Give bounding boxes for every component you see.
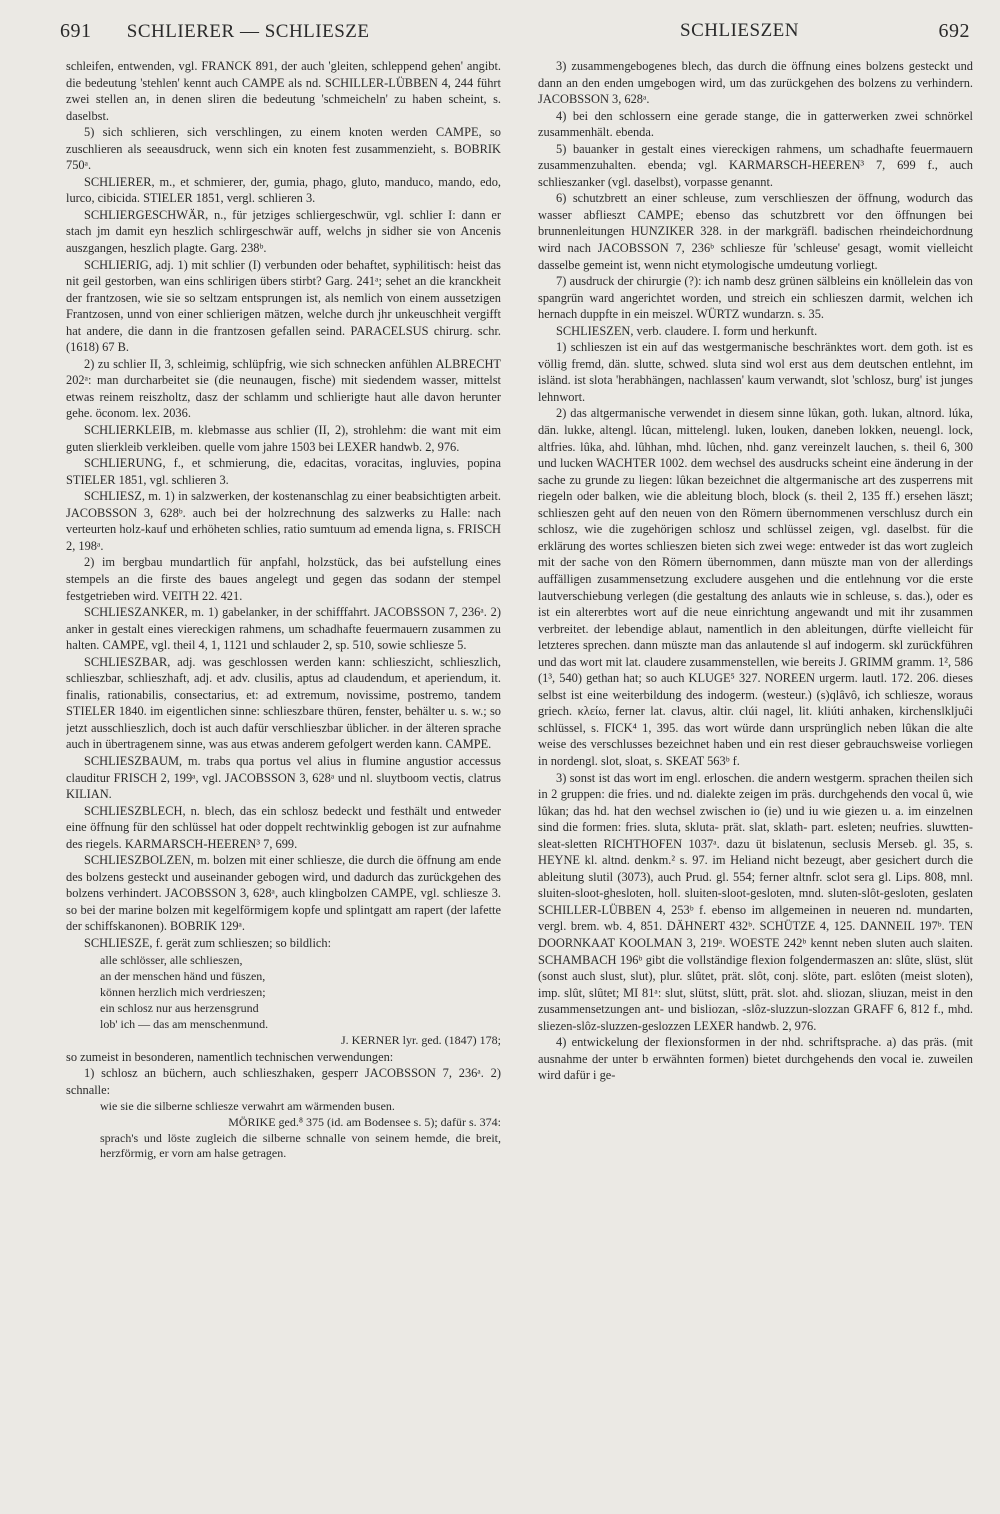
quotation-line: lob' ich — das am menschenmund.: [100, 1016, 269, 1031]
left-running-title: SCHLIERER — SCHLIESZE: [126, 21, 370, 42]
entry-paragraph: 3) sonst ist das wort im engl. erloschen. die andern westgerm. sprachen theilen sich in 2 gruppen: die fries. und nd. dialekte zeigen im präs. durchgehends den vocal û, wie lûkan; das hd. hat den wechsel zwischen io (ie) und iu wie giezen u. a. im einzelnen sind die formen: fries. sluta, skluta- prät. slat, sklath- part. esleten; neufries. sluwtten-sleat-sletten RICHTHOFEN 1037ᵃ. dazu üt bislatenun, seclusis Merseb. gl. 35, s. HEYNE kl. altnd. denkm.² s. 97. im Heliand nicht bezeugt, aber gesichert durch die ableitung slutil (3073), auch Prud. gl. 554; ferner altnfr. sclot sera gl. Lips. 808, mnl. sluiten-sloot-ghesloten, holl. sluiten-sloot-gesloten, mnd. sluten-slôt-gesloten, geslaten SCHILLER-LÜBBEN 4, 253ᵇ f. ebenso im allgemeinen in neueren nd. mundarten, vergl. brem. wb. 4, 851. DÄHNERT 432ᵇ. SCHÜTZE 4, 125. DANNEIL 197ᵇ. TEN DOORNKAAT KOOLMAN 3, 219ᵃ. WOESTE 242ᵇ kennt neben sluten auch slaiten. SCHAMBACH 196ᵇ gibt die vollständige flexion folgendermaszen an: slûte, slüst, slüt (sonst auch slust, slut), plur. slûtet, prät. slôt, conj. slöte, part. eslôten (meist sloten), imp. slût, slûtet; MI 81ᵃ: slut, slütst, slütt, prät. slot. ahd. sliozan, sliuzan, meist in den zusammensetzungen ant- und bisliozan, -slôz-sluzzun-slozzan GRAFF 6, 812 f., mhd. sliezen-slôz-sluzzen-geslozzen LEXER handwb. 2, 976.: [538, 770, 973, 1033]
entry-paragraph: 2) im bergbau mundartlich für anpfahl, holzstück, das bei aufstellung eines stempels an die firste des baues angelegt und gegen das sodann der stempel festgetrieben wird. VEITH 22. 421.: [66, 555, 501, 603]
dictionary-entry: SCHLIESZBOLZEN, m. bolzen mit einer schliesze, die durch die öffnung am ende des bolzens gesteckt und auseinander gebogen wird, und dadurch das zurückgehen des bolzens verhindert. JACOBSSON 3, 628ᵃ, auch klingbolzen CAMPE, vgl. schliesze 3. so bei der marine bolzen mit kegelförmigem kopfe und splintgatt am rapert (der lafette der schiffskanonen). BOBRIK 129ᵃ.: [66, 853, 501, 934]
entry-paragraph: 7) ausdruck der chirurgie (?): ich namb desz grünen sälbleins ein knöllelein das von spangrün ward angerichtet worden, und streich ein schlieszen darmit, welchen ich hernach duppfte in ein meiszel. WÜRTZ wundarzn. s. 35.: [538, 274, 973, 322]
entry-paragraph: 4) bei den schlossern eine gerade stange, die in gatterwerken zwei schnörkel zusammenhält. ebenda.: [538, 108, 973, 140]
entry-paragraph: 2) zu schlier II, 3, schleimig, schlüpfrig, wie sich schnecken anfühlen ALBRECHT 202ᵃ: man durcharbeitet sie (die neunaugen, fische) mit siedendem wasser, mittelst etwas reinem reiszholtz, dasz der schlamm und schlierigte haut alle davon herunter gehe. öconom. lex. 2036.: [66, 356, 501, 421]
entry-paragraph: 5) sich schlieren, sich verschlingen, zu einem knoten werden CAMPE, so zuschlieren als seeausdruck, wenn sich ein knoten fest zusammenzieht, s. BOBRIK 750ᵃ.: [66, 125, 501, 173]
quotation-line: J. KERNER lyr. ged. (1847) 178;: [341, 1032, 501, 1047]
quotation-line: wie sie die silberne schliesze verwahrt am wärmenden busen.: [100, 1099, 395, 1114]
quotation-line: können herzlich mich verdrieszen;: [100, 984, 266, 999]
dictionary-entry: SCHLIESZBAR, adj. was geschlossen werden kann: schlieszicht, schlieszlich, schlieszbar, schlieszhaft, adj. et adv. clusilis, aptus ad claudendum, et aperiendum, it. finalis, rationabilis, consectarius, et: ad extremum, novissime, postremo, tandem STIELER 1840. im eigentlichen sinne: schlieszbare thüren, fenster, behälter u. s. w.; so jetzt ausschlieszlich, doch ist auch dafür verschlieszbar üblicher. in der älteren sprache auch in übertragenem sinne, was aus etwas anderem gefolgert werden kann. CAMPE.: [66, 654, 501, 752]
dictionary-entry: SCHLIERUNG, f., et schmierung, die, edacitas, voracitas, ingluvies, popina STIELER 1851, vgl. schlieren 3.: [66, 456, 501, 487]
quotation-line: MÖRIKE ged.⁸ 375 (id. am Bodensee s. 5); dafür s. 374:: [228, 1115, 501, 1130]
dictionary-entry: SCHLIERIG, adj. 1) mit schlier (I) verbunden oder behaftet, syphilitisch: heist das nit geil gestorben, wan eins schlirigen übers stirbt? Garg. 241ᵃ; sehet an die kranckheit der frantzosen, wie sie so seltzam entsprungen ist, als nemlich von einem aussetzigen Frantzosen, unnd von einer schlierigen mätzen, welche durch jhr unkeuschheit vergifft hat andere, die dann in die frantzosen gefallen seind. PARACELSUS chirurg. schr. (1618) 67 B.: [66, 257, 501, 355]
right-text-column: [538, 58, 973, 1498]
entry-paragraph: 1) schlosz an büchern, auch schlieszhaken, gesperr JACOBSSON 7, 236ᵃ. 2) schnalle:: [66, 1066, 501, 1097]
entry-paragraph: 4) entwickelung der flexionsformen in der nhd. schriftsprache. a) das präs. (mit ausnahme der unter b erwähnten formen) bietet durchgehends den vocal ie. zuweilen wird dafür i ge-: [538, 1035, 973, 1083]
dictionary-entry: SCHLIERKLEIB, m. klebmasse aus schlier (II, 2), strohlehm: die want mit eim guten slierkleib verkleiben. quelle vom jahre 1503 bei LEXER handwb. 2, 976.: [66, 423, 501, 454]
dictionary-entry: SCHLIESZE, f. gerät zum schlieszen; so bildlich:: [84, 935, 332, 950]
left-page-number: 691: [60, 20, 92, 42]
entry-paragraph: 3) zusammengebogenes blech, das durch die öffnung eines bolzens gesteckt und dann an den enden umgebogen wird, um das zurückgehen des bolzens zu verhindern. JACOBSSON 3, 628ᵃ.: [538, 59, 973, 107]
quotation-line: an der menschen händ und füszen,: [100, 968, 266, 983]
dictionary-entry: SCHLIESZBLECH, n. blech, das ein schlosz bedeckt und festhält und entweder eine öffnung für den schlüssel hat oder doppelt rechtwinklig gebogen ist zur aufnahme des riegels. KARMARSCH-HEEREN³ 7, 699.: [66, 803, 501, 851]
quotation-line: sprach's und löste zugleich die silberne schnalle von seinem hemde, die breit, herzförmig, er vorn am halse getragen.: [100, 1131, 501, 1161]
quotation-line: alle schlösser, alle schlieszen,: [100, 952, 243, 967]
entry-paragraph: 5) bauanker in gestalt eines viereckigen rahmens, um schadhafte feuermauern zusammenzuhalten. ebenda; vgl. KARMARSCH-HEEREN³ 7, 699 f., auch schlieszanker (vgl. daselbst), vorpasse genannt.: [538, 141, 973, 189]
dictionary-entry: SCHLIESZEN, verb. claudere. I. form und herkunft.: [556, 323, 818, 338]
entry-paragraph: 2) das altgermanische verwendet in diesem sinne lûkan, goth. lukan, altnord. lúka, dän. lukke, altengl. lûcan, mittelengl. luken, louken, daneben lokken, neuengl. lock, altfries. lûka, ahd. lûhhan, mhd. lûchen, nhd. ganz vereinzelt lauchen, s. theil 6, 300 und lucken WACHTER 1002. dem wechsel des ausdrucks scheint eine änderung in der sache zu grunde zu liegen: lûkan bezeichnet die altgermanische art des zusperrens mit riegeln oder balken, wie die ableitung bloch, block (s. theil 2, 135 ff.) ersehen läszt; schlieszen geht auf den neuen von den Römern übernommenen verschlusz durch ein schlosz, wie die zugehörigen schlosz und schlüssel zeigen, vgl. daselbst. für die erklärung des wortes schlieszen bieten sich zwei wege: entweder ist das wort zugleich mit der sache von den Römern übernommen, dann müszte man von der allerdings auffälligen zusammensetzung excludere ausgehen und die entlehnung vor die erste lautverschiebung verlegen (die gestaltung des anlauts wie in schleuse, s. das.), oder es ist ein altererbtes wort auf die neue einrichtung angewandt und mit ihr zusammen verbreitet. der lebendige ablaut, namentlich in den ableitungen, dürfte vielleicht für letzteres sprechen. dann müszte man das anlautende sl auf indogerm. skl zurückführen und das wort mit lat. claudere zusammenstellen, wie bereits J. GRIMM gramm. 1², 586 (1³, 540) gethan hat; so auch KLUGE⁵ 327. NOREEN urgerm. lautl. 172. 206. dieses selbst ist eine weiterbildung des indogerm. (westeur.) (s)qlâvô, ich schliesze, woraus griech. κλείω, ferner lat. clavus, altir. clúi nagel, lit. kliúti anhaken, kirchenslkljuĉi schlüssel, s. FICK⁴ 1, 395. das wort würde dann ursprünglich neben lûkan die alte weise des verschlusses bezeichnet haben und ein rest dieser gebrauchsweise vorliegen in nordengl. slot, sloat, s. SKEAT 563ᵇ f.: [538, 406, 973, 768]
dictionary-entry: SCHLIESZANKER, m. 1) gabelanker, in der schifffahrt. JACOBSSON 7, 236ᵃ. 2) anker in gestalt eines viereckigen rahmens, um schadhafte feuermauern zusammen zu halten. CAMPE, vgl. theil 4, 1, 1121 und schlauder 2, sp. 510, sowie schliesze 5.: [66, 605, 501, 653]
dictionary-entry: SCHLIESZBAUM, m. trabs qua portus vel alius in flumine angustior accessus clauditur FRISCH 2, 199ᵃ, vgl. JACOBSSON 3, 628ᵃ und nl. sluytboom vectis, clatrus KILIAN.: [66, 753, 501, 802]
left-text-column: [66, 58, 501, 1498]
quotation-line: ein schlosz nur aus herzensgrund: [100, 1000, 259, 1015]
entry-paragraph: 6) schutzbrett an einer schleuse, zum verschlieszen der öffnung, wodurch das wasser abflieszt CAMPE; ebenso das schutzbrett vor den öffnungen bei brunnenleitungen HUNZIKER 328. in der markgräfl. badischen rheindeichordnung wird nach JACOBSSON 7, 236ᵇ schliesze für 'schleuse' gesagt, womit vielleicht dasselbe gemeint ist, wenn nicht etymologische umdeutung vorliegt.: [538, 191, 973, 272]
dictionary-entry: SCHLIESZ, m. 1) in salzwerken, der kostenanschlag zu einer beabsichtigten arbeit. JACOBSSON 3, 628ᵇ. auch bei der holzrechnung des salzwerks zu Halle: nach verteurten holz-kauf und erhöheten schlies, ratio sumtuum ad emenda ligna, s. FRISCH 2, 198ᵃ.: [66, 489, 501, 553]
entry-paragraph: 1) schlieszen ist ein auf das westgermanische beschränktes wort. dem goth. ist es völlig fremd, dän. slutte, schwed. sluta sind wol erst aus dem deutschen entlehnt, im isländ. ist slota 'herabhängen, nachlassen' kaum verwandt, slot 'schlosz, burg' ist junges lehnwort.: [538, 340, 973, 404]
right-page-header: [530, 20, 970, 50]
left-page-header: [60, 20, 500, 50]
dictionary-entry: SCHLIERGESCHWÄR, n., für jetziges schliergeschwür, vgl. schlier I: dann er stach jm damit eyn heszlich schlirgeschwär auff, welchs jn sidher sie von Ancenis auszgangen, heszlich plagte. Garg. 238ᵇ.: [66, 207, 501, 256]
entry-paragraph: so zumeist in besonderen, namentlich technischen verwendungen:: [66, 1049, 394, 1064]
entry-paragraph: schleifen, entwenden, vgl. FRANCK 891, der auch 'gleiten, schleppend gehen' angibt. die bedeutung 'stehlen' kennt auch CAMPE als nd. SCHILLER-LÜBBEN 4, 244 führt zwei stellen an, in denen sliren die bedeutung 'schmeicheln' zu haben scheint, s. daselbst.: [66, 59, 501, 123]
right-running-title: SCHLIESZEN: [680, 20, 799, 41]
right-page-number: 692: [938, 20, 970, 42]
dictionary-entry: SCHLIERER, m., et schmierer, der, gumia, phago, gluto, manduco, mando, edo, lurco, cibicida. STIELER 1851, vergl. schlieren 3.: [66, 174, 501, 206]
